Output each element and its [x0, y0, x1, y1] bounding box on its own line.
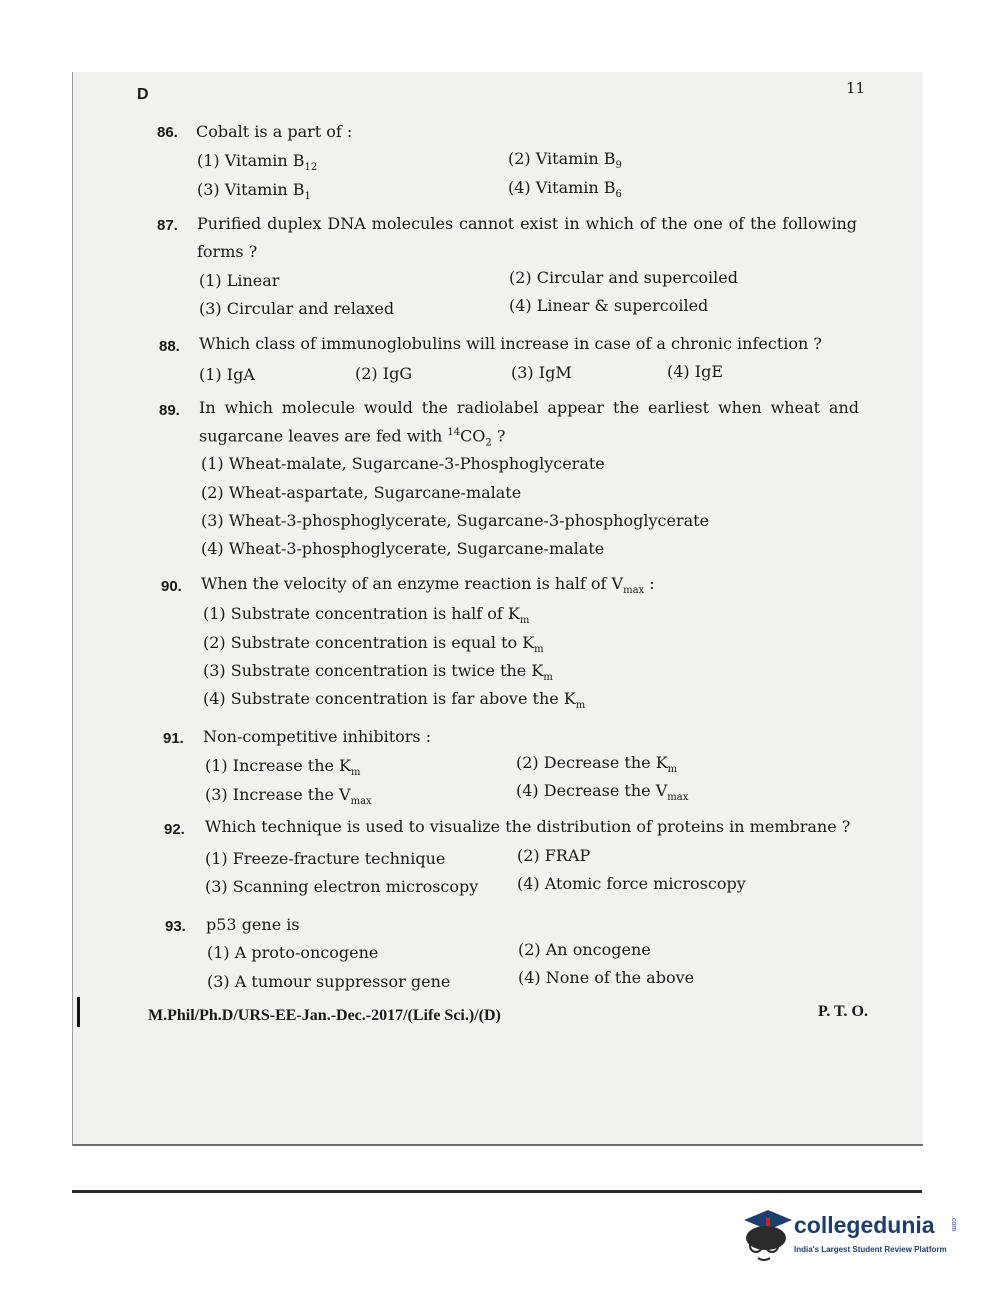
option-3: (3) Substrate concentration is twice the $K_m$: [203, 661, 553, 684]
question-stem-line-1: Purified duplex DNA molecules cannot exist in which of the one of the following: [197, 214, 857, 233]
option-2: (2) Circular and supercoiled: [509, 268, 738, 287]
option-1: (1) Freeze-fracture technique: [205, 849, 446, 868]
option-2: (2) Vitamin $B_9$: [508, 149, 622, 172]
option-3: (3) IgM: [511, 363, 572, 382]
logo-tagline: India's Largest Student Review Platform: [794, 1245, 947, 1254]
question-stem-line-1: In which molecule would the radiolabel appear the earliest when wheat and: [199, 398, 859, 417]
option-4: (4) Linear & supercoiled: [509, 296, 709, 315]
option-1: (1) Substrate concentration is half of $K_m$: [203, 604, 530, 627]
option-4: (4) IgE: [667, 362, 723, 381]
question-number: 88.: [159, 338, 180, 355]
page-number: 11: [846, 79, 866, 97]
option-2: (2) FRAP: [517, 846, 591, 865]
option-1: (1) Vitamin $B_{12}$: [197, 151, 318, 174]
question-stem: Which class of immunoglobulins will increase in case of a chronic infection ?: [199, 334, 822, 353]
question-number: 87.: [157, 217, 178, 234]
question-number: 93.: [165, 918, 186, 935]
option-4: (4) Substrate concentration is far above the $K_m$: [203, 689, 586, 712]
option-3: (3) Increase the $V_{max}$: [205, 785, 372, 808]
question-stem-line-2: forms ?: [197, 242, 258, 261]
collegedunia-logo[interactable]: [738, 1206, 968, 1266]
bottom-rule: [72, 1190, 922, 1193]
question-stem: Which technique is used to visualize the distribution of proteins in membrane ?: [205, 817, 851, 836]
option-2: (2) An oncogene: [518, 940, 651, 959]
set-letter: D: [137, 86, 149, 103]
option-4: (4) Wheat-3-phosphoglycerate, Sugarcane-malate: [201, 539, 605, 558]
option-3: (3) Vitamin $B_1$: [197, 180, 311, 203]
option-1: (1) Linear: [199, 271, 280, 290]
option-3: (3) Wheat-3-phosphoglycerate, Sugarcane-3-phosphoglycerate: [201, 511, 710, 530]
option-1: (1) IgA: [199, 365, 255, 384]
option-3: (3) Circular and relaxed: [199, 299, 395, 318]
edge-mark: [77, 997, 80, 1027]
question-stem: Non-competitive inhibitors :: [203, 727, 432, 746]
question-number: 90.: [161, 578, 182, 595]
option-3: (3) A tumour suppressor gene: [207, 972, 451, 991]
question-number: 92.: [164, 821, 185, 838]
question-number: 86.: [157, 124, 178, 141]
option-2: (2) Wheat-aspartate, Sugarcane-malate: [201, 483, 522, 502]
mascot-icon: [738, 1206, 794, 1266]
question-number: 89.: [159, 402, 180, 419]
option-4: (4) Atomic force microscopy: [517, 874, 746, 893]
question-stem-line-2: sugarcane leaves are fed with $^{14}CO_2$ ?: [199, 426, 506, 449]
question-stem: Cobalt is a part of :: [196, 122, 353, 141]
exam-code: M.Phil/Ph.D/URS-EE-Jan.-Dec.-2017/(Life Sci.)/(D): [148, 1007, 501, 1024]
option-1: (1) A proto-oncogene: [207, 943, 379, 962]
option-4: (4) None of the above: [518, 968, 695, 987]
option-1: (1) Wheat-malate, Sugarcane-3-Phosphoglycerate: [201, 454, 605, 473]
question-stem: When the velocity of an enzyme reaction is half of $V_{max}$ :: [201, 574, 655, 597]
question-number: 91.: [163, 730, 184, 747]
option-2: (2) IgG: [355, 364, 413, 383]
option-2: (2) Substrate concentration is equal to $K_m$: [203, 633, 544, 656]
question-stem: p53 gene is: [206, 915, 300, 934]
pto-label: P. T. O.: [818, 1003, 868, 1020]
logo-domain: .com: [950, 1216, 957, 1232]
option-2: (2) Decrease the $K_m$: [516, 753, 678, 776]
option-4: (4) Vitamin $B_6$: [508, 178, 622, 201]
option-1: (1) Increase the $K_m$: [205, 756, 361, 779]
logo-wordmark: collegedunia: [794, 1212, 935, 1238]
option-4: (4) Decrease the $V_{max}$: [516, 781, 689, 804]
option-3: (3) Scanning electron microscopy: [205, 877, 479, 896]
